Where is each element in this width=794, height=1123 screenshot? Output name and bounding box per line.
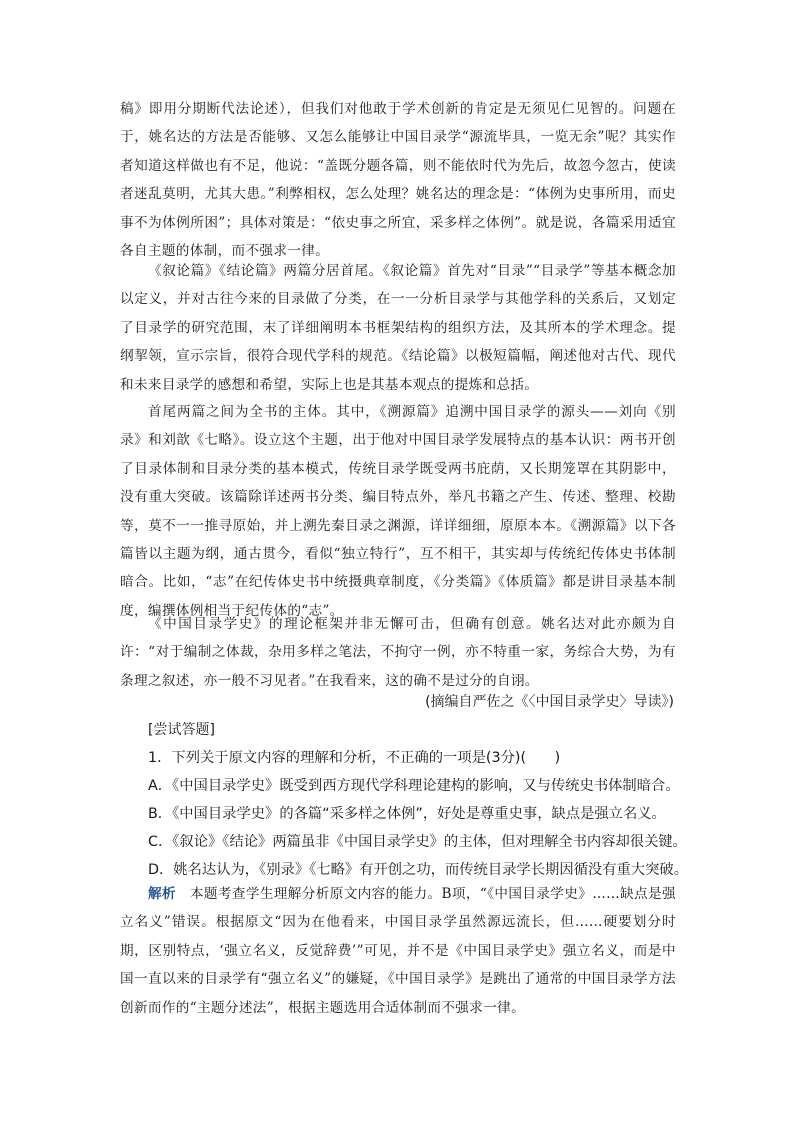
quiz-heading: [尝试答题]	[148, 722, 215, 738]
source-citation: (摘编自严佐之《〈中国目录学史〉导读》)	[425, 694, 674, 710]
question-stem: 1．下列关于原文内容的理解和分析，不正确的一项是(3分)( )	[148, 750, 561, 766]
analysis-text: 本题考查学生理解分析原文内容的能力。B项，“《中国目录学史》……缺点是强立名义”错误。根据原文“因为在他看来，中国目录学虽然源远流长，但……硬要划分时期，区别特点，‘强立名义，反觉辞费’”可见，并不是《中国目录学史》强立名义，而是中国一直以来的目录学有“强立名义”的嫌疑，《中国目录学》是跳出了通常的中国目录学方法创新而作的“主题分述法”，根据主题选用合适体制而不强求一律。	[120, 886, 677, 1016]
analysis-label: 解析	[148, 886, 176, 902]
passage-paragraph-4: 《中国目录学史》的理论框架并非无懈可击，但确有创意。姚名达对此亦颇为自许：“对于编制之体裁，杂用多样之笔法，不拘守一例，亦不特重一家，务综合大势，为有条理之叙述，亦一般不习见者。”在我看来，这的确不是过分的自诩。	[120, 616, 676, 689]
option-c: C．《叙论》《结论》两篇虽非《中国目录学史》的主体，但对理解全书内容却很关键。	[148, 834, 687, 850]
answer-analysis	[120, 880, 676, 1022]
option-a: A．《中国目录学史》既受到西方现代学科理论建构的影响，又与传统史书体制暗合。	[148, 778, 680, 794]
option-b: B．《中国目录学史》的各篇“采多样之体例”，好处是尊重史事，缺点是强立名义。	[148, 806, 666, 822]
passage-paragraph-3: 首尾两篇之间为全书的主体。其中，《溯源篇》追溯中国目录学的源头——刘向《别录》和刘歆《七略》。设立这个主题，出于他对中国目录学发展特点的基本认识：两书开创了目录体制和目录分类的基本模式，传统目录学既受两书庇荫，又长期笼罩在其阴影中，没有重大突破。该篇除详述两书分类、编目特点外，举凡书籍之产生、传述、整理、校勘等，莫不一一推寻原始，并上溯先秦目录之渊源，详详细细，原原本本。《溯源篇》以下各篇皆以主题为纲，通古贯今，看似“独立特行”，互不相干，其实却与传统纪传体史书体制暗合。比如，“志”在纪传体史书中统摄典章制度，《分类篇》《体质篇》都是讲目录基本制度，编撰体例相当于纪传体的“志”。	[120, 404, 676, 619]
passage-paragraph-2: 《叙论篇》《结论篇》两篇分居首尾。《叙论篇》首先对“目录”“目录学”等基本概念加以定义，并对古往今来的目录做了分类，在一一分析目录学与其他学科的关系后，又划定了目录学的研究范围，末了详细阐明本书框架结构的组织方法，及其所本的学术理念。提纲挈领，宣示宗旨，很符合现代学科的规范。《结论篇》以极短篇幅，阐述他对古代、现代和未来目录学的感想和希望，实际上也是其基本观点的提炼和总括。	[120, 263, 676, 393]
option-d: D．姚名达认为，《别录》《七略》有开创之功，而传统目录学长期因循没有重大突破。	[148, 862, 688, 878]
passage-paragraph-1: 稿》即用分期断代法论述），但我们对他敢于学术创新的肯定是无须见仁见智的。问题在于，姚名达的方法是否能够、又怎么能够让中国目录学“源流毕具，一览无余”呢？其实作者知道这样做也有不足，他说：“盖既分题各篇，则不能依时代为先后，故忽今忽古，使读者迷乱莫明，尤其大患。”利弊相权，怎么处理？姚名达的理念是：“体例为史事所用，而史事不为体例所困”；具体对策是：“依史事之所宜，采多样之体例”。就是说，各篇采用适宜各自主题的体制，而不强求一律。	[120, 101, 676, 260]
